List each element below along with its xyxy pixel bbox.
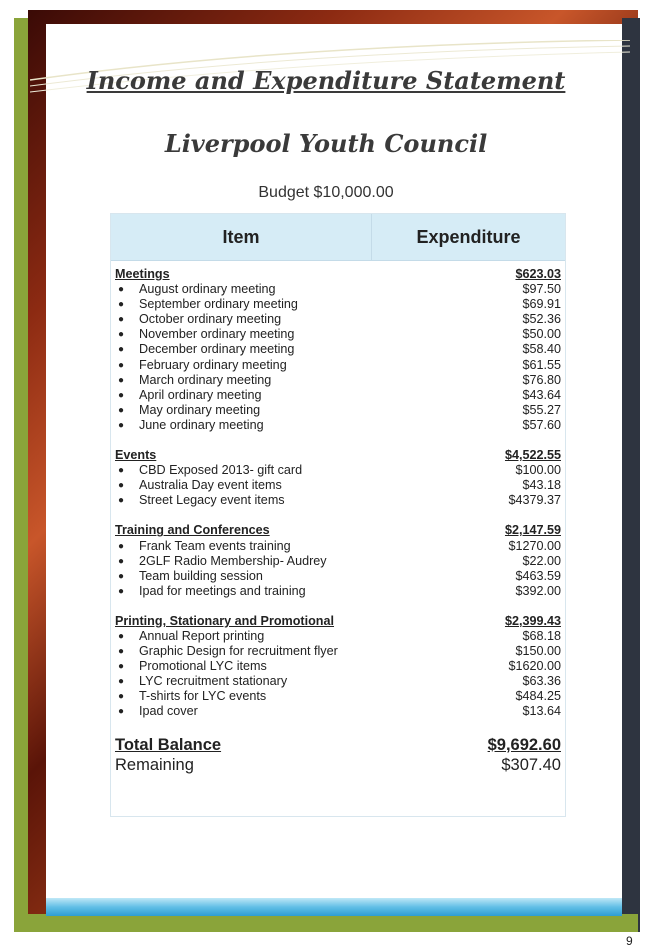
column-header-item: Item bbox=[222, 226, 260, 247]
section-total: $623.03 bbox=[515, 267, 561, 281]
list-item-left bbox=[115, 478, 282, 493]
section-total: $2,399.43 bbox=[504, 613, 561, 628]
list-item-value: $43.64 bbox=[522, 387, 561, 402]
list-item-left bbox=[115, 629, 264, 644]
list-item-left bbox=[115, 463, 302, 478]
list-item-label: T-shirts for LYC events bbox=[139, 689, 267, 704]
section-heading-row bbox=[115, 448, 561, 463]
list-item-label: April ordinary meeting bbox=[139, 387, 262, 402]
list-item-left bbox=[115, 674, 287, 689]
list-item-label: Annual Report printing bbox=[139, 628, 265, 643]
section-heading-row bbox=[115, 614, 561, 629]
list-item-left bbox=[115, 644, 338, 659]
list-item bbox=[115, 342, 561, 357]
remaining-label: Remaining bbox=[115, 755, 194, 774]
bullet-icon: ● bbox=[118, 676, 125, 688]
frame-bottom-green-bar bbox=[28, 914, 638, 932]
list-item bbox=[115, 569, 561, 584]
list-item-label: Graphic Design for recruitment flyer bbox=[139, 644, 338, 659]
bullet-icon: ● bbox=[118, 495, 125, 507]
page-subtitle: Liverpool Youth Council bbox=[164, 129, 488, 158]
list-item-left bbox=[115, 282, 276, 297]
list-item-value: $97.50 bbox=[522, 282, 561, 297]
bullet-icon: ● bbox=[118, 706, 125, 718]
list-item bbox=[115, 674, 561, 689]
list-item-label: LYC recruitment stationary bbox=[139, 674, 288, 689]
list-item bbox=[115, 327, 561, 342]
list-item-value: $57.60 bbox=[522, 417, 561, 432]
bullet-icon: ● bbox=[118, 480, 125, 492]
section-1 bbox=[115, 448, 561, 508]
bullet-icon: ● bbox=[118, 540, 125, 552]
list-item bbox=[115, 554, 561, 569]
list-item-value: $484.25 bbox=[515, 689, 561, 704]
list-item bbox=[115, 418, 561, 433]
list-item-left bbox=[115, 342, 294, 357]
bullet-icon: ● bbox=[118, 344, 125, 356]
section-total: $4,522.55 bbox=[504, 448, 561, 463]
list-item bbox=[115, 659, 561, 674]
list-item bbox=[115, 478, 561, 493]
bullet-icon: ● bbox=[118, 646, 125, 658]
bullet-icon: ● bbox=[118, 359, 125, 371]
list-item-label: August ordinary meeting bbox=[139, 282, 276, 297]
list-item-value: $63.36 bbox=[522, 674, 561, 689]
budget-amount: Budget $10,000.00 bbox=[258, 184, 394, 201]
section-heading-row bbox=[115, 523, 561, 538]
list-item-label: Australia Day event items bbox=[139, 478, 282, 493]
list-item-value: $69.91 bbox=[522, 297, 561, 312]
list-item-label: March ordinary meeting bbox=[139, 372, 272, 387]
list-item-value: $61.55 bbox=[522, 357, 561, 372]
list-item bbox=[115, 689, 561, 704]
list-item bbox=[115, 297, 561, 312]
section-2 bbox=[115, 523, 561, 598]
total-balance-row bbox=[115, 735, 561, 755]
bullet-icon: ● bbox=[118, 465, 125, 477]
list-item-value: $1270.00 bbox=[508, 538, 561, 553]
list-item-value: $22.00 bbox=[522, 553, 561, 568]
list-item-value: $4379.37 bbox=[508, 493, 561, 508]
list-item-label: May ordinary meeting bbox=[139, 402, 261, 417]
list-item-label: CBD Exposed 2013- gift card bbox=[139, 463, 303, 478]
list-item-left bbox=[115, 584, 306, 599]
list-item-value: $58.40 bbox=[522, 342, 561, 357]
list-item-left bbox=[115, 554, 327, 569]
column-header-expenditure: Expenditure bbox=[371, 214, 565, 260]
list-item-value: $392.00 bbox=[515, 583, 561, 598]
list-item bbox=[115, 388, 561, 403]
list-item-label: December ordinary meeting bbox=[139, 342, 295, 357]
list-item bbox=[115, 584, 561, 599]
list-item-label: Ipad cover bbox=[139, 704, 198, 719]
list-item-left bbox=[115, 388, 262, 403]
bullet-icon: ● bbox=[118, 419, 125, 431]
section-heading: Events bbox=[115, 448, 157, 463]
list-item-value: $43.18 bbox=[522, 478, 561, 493]
expenditure-table bbox=[110, 213, 566, 817]
totals-block bbox=[115, 735, 561, 775]
remaining-row bbox=[115, 755, 561, 775]
list-item-left bbox=[115, 373, 271, 388]
section-3 bbox=[115, 614, 561, 720]
list-item-value: $463.59 bbox=[515, 568, 561, 583]
list-item-label: November ordinary meeting bbox=[139, 327, 295, 342]
list-item-left bbox=[115, 358, 287, 373]
list-item-left bbox=[115, 659, 267, 674]
bullet-icon: ● bbox=[118, 299, 125, 311]
list-item-label: Ipad for meetings and training bbox=[139, 583, 306, 598]
list-item-value: $100.00 bbox=[515, 463, 561, 478]
section-total: $2,147.59 bbox=[504, 523, 561, 538]
bullet-icon: ● bbox=[118, 555, 125, 567]
list-item-left bbox=[115, 493, 285, 508]
section-0 bbox=[115, 267, 561, 433]
total-balance-label: Total Balance bbox=[115, 735, 222, 754]
list-item-left bbox=[115, 418, 264, 433]
list-item-left bbox=[115, 403, 260, 418]
bullet-icon: ● bbox=[118, 661, 125, 673]
list-item-label: Street Legacy event items bbox=[139, 493, 285, 508]
list-item-label: October ordinary meeting bbox=[139, 312, 282, 327]
list-item-label: Frank Team events training bbox=[139, 538, 291, 553]
bullet-icon: ● bbox=[118, 570, 125, 582]
bottom-blue-bar bbox=[46, 898, 622, 916]
list-item-label: Promotional LYC items bbox=[139, 659, 267, 674]
list-item bbox=[115, 644, 561, 659]
bullet-icon: ● bbox=[118, 389, 125, 401]
table-header bbox=[111, 214, 565, 261]
list-item-left bbox=[115, 327, 294, 342]
list-item bbox=[115, 463, 561, 478]
list-item bbox=[115, 704, 561, 719]
list-item bbox=[115, 373, 561, 388]
list-item-value: $68.18 bbox=[522, 628, 561, 643]
section-heading: Printing, Stationary and Promotional bbox=[115, 613, 335, 628]
total-balance-value: $9,692.60 bbox=[487, 735, 561, 754]
list-item-label: Team building session bbox=[139, 568, 263, 583]
list-item bbox=[115, 539, 561, 554]
list-item-label: February ordinary meeting bbox=[139, 357, 287, 372]
list-item bbox=[115, 282, 561, 297]
bullet-icon: ● bbox=[118, 630, 125, 642]
bullet-icon: ● bbox=[118, 691, 125, 703]
list-item bbox=[115, 629, 561, 644]
list-item-left bbox=[115, 539, 291, 554]
section-heading-row bbox=[115, 267, 561, 282]
bullet-icon: ● bbox=[118, 374, 125, 386]
list-item bbox=[115, 493, 561, 508]
list-item-value: $55.27 bbox=[522, 402, 561, 417]
section-heading: Training and Conferences bbox=[115, 523, 270, 538]
list-item-value: $150.00 bbox=[515, 644, 561, 659]
page-title: Income and Expenditure Statement bbox=[86, 66, 566, 95]
page-number: 9 bbox=[626, 934, 633, 948]
list-item bbox=[115, 403, 561, 418]
section-heading: Meetings bbox=[115, 267, 170, 281]
list-item-left bbox=[115, 312, 281, 327]
bullet-icon: ● bbox=[118, 585, 125, 597]
list-item bbox=[115, 312, 561, 327]
bullet-icon: ● bbox=[118, 314, 125, 326]
list-item-value: $13.64 bbox=[522, 704, 561, 719]
list-item-left bbox=[115, 297, 298, 312]
list-item-label: 2GLF Radio Membership- Audrey bbox=[139, 553, 327, 568]
list-item-value: $50.00 bbox=[522, 327, 561, 342]
table-body bbox=[111, 261, 565, 775]
bullet-icon: ● bbox=[118, 284, 125, 296]
list-item-value: $76.80 bbox=[522, 372, 561, 387]
list-item-value: $52.36 bbox=[522, 312, 561, 327]
list-item-left bbox=[115, 704, 198, 719]
list-item bbox=[115, 358, 561, 373]
list-item-value: $1620.00 bbox=[508, 659, 561, 674]
remaining-value: $307.40 bbox=[501, 755, 561, 774]
list-item-left bbox=[115, 569, 263, 584]
bullet-icon: ● bbox=[118, 404, 125, 416]
list-item-label: June ordinary meeting bbox=[139, 417, 264, 432]
list-item-label: September ordinary meeting bbox=[139, 297, 298, 312]
list-item-left bbox=[115, 689, 266, 704]
bullet-icon: ● bbox=[118, 329, 125, 341]
